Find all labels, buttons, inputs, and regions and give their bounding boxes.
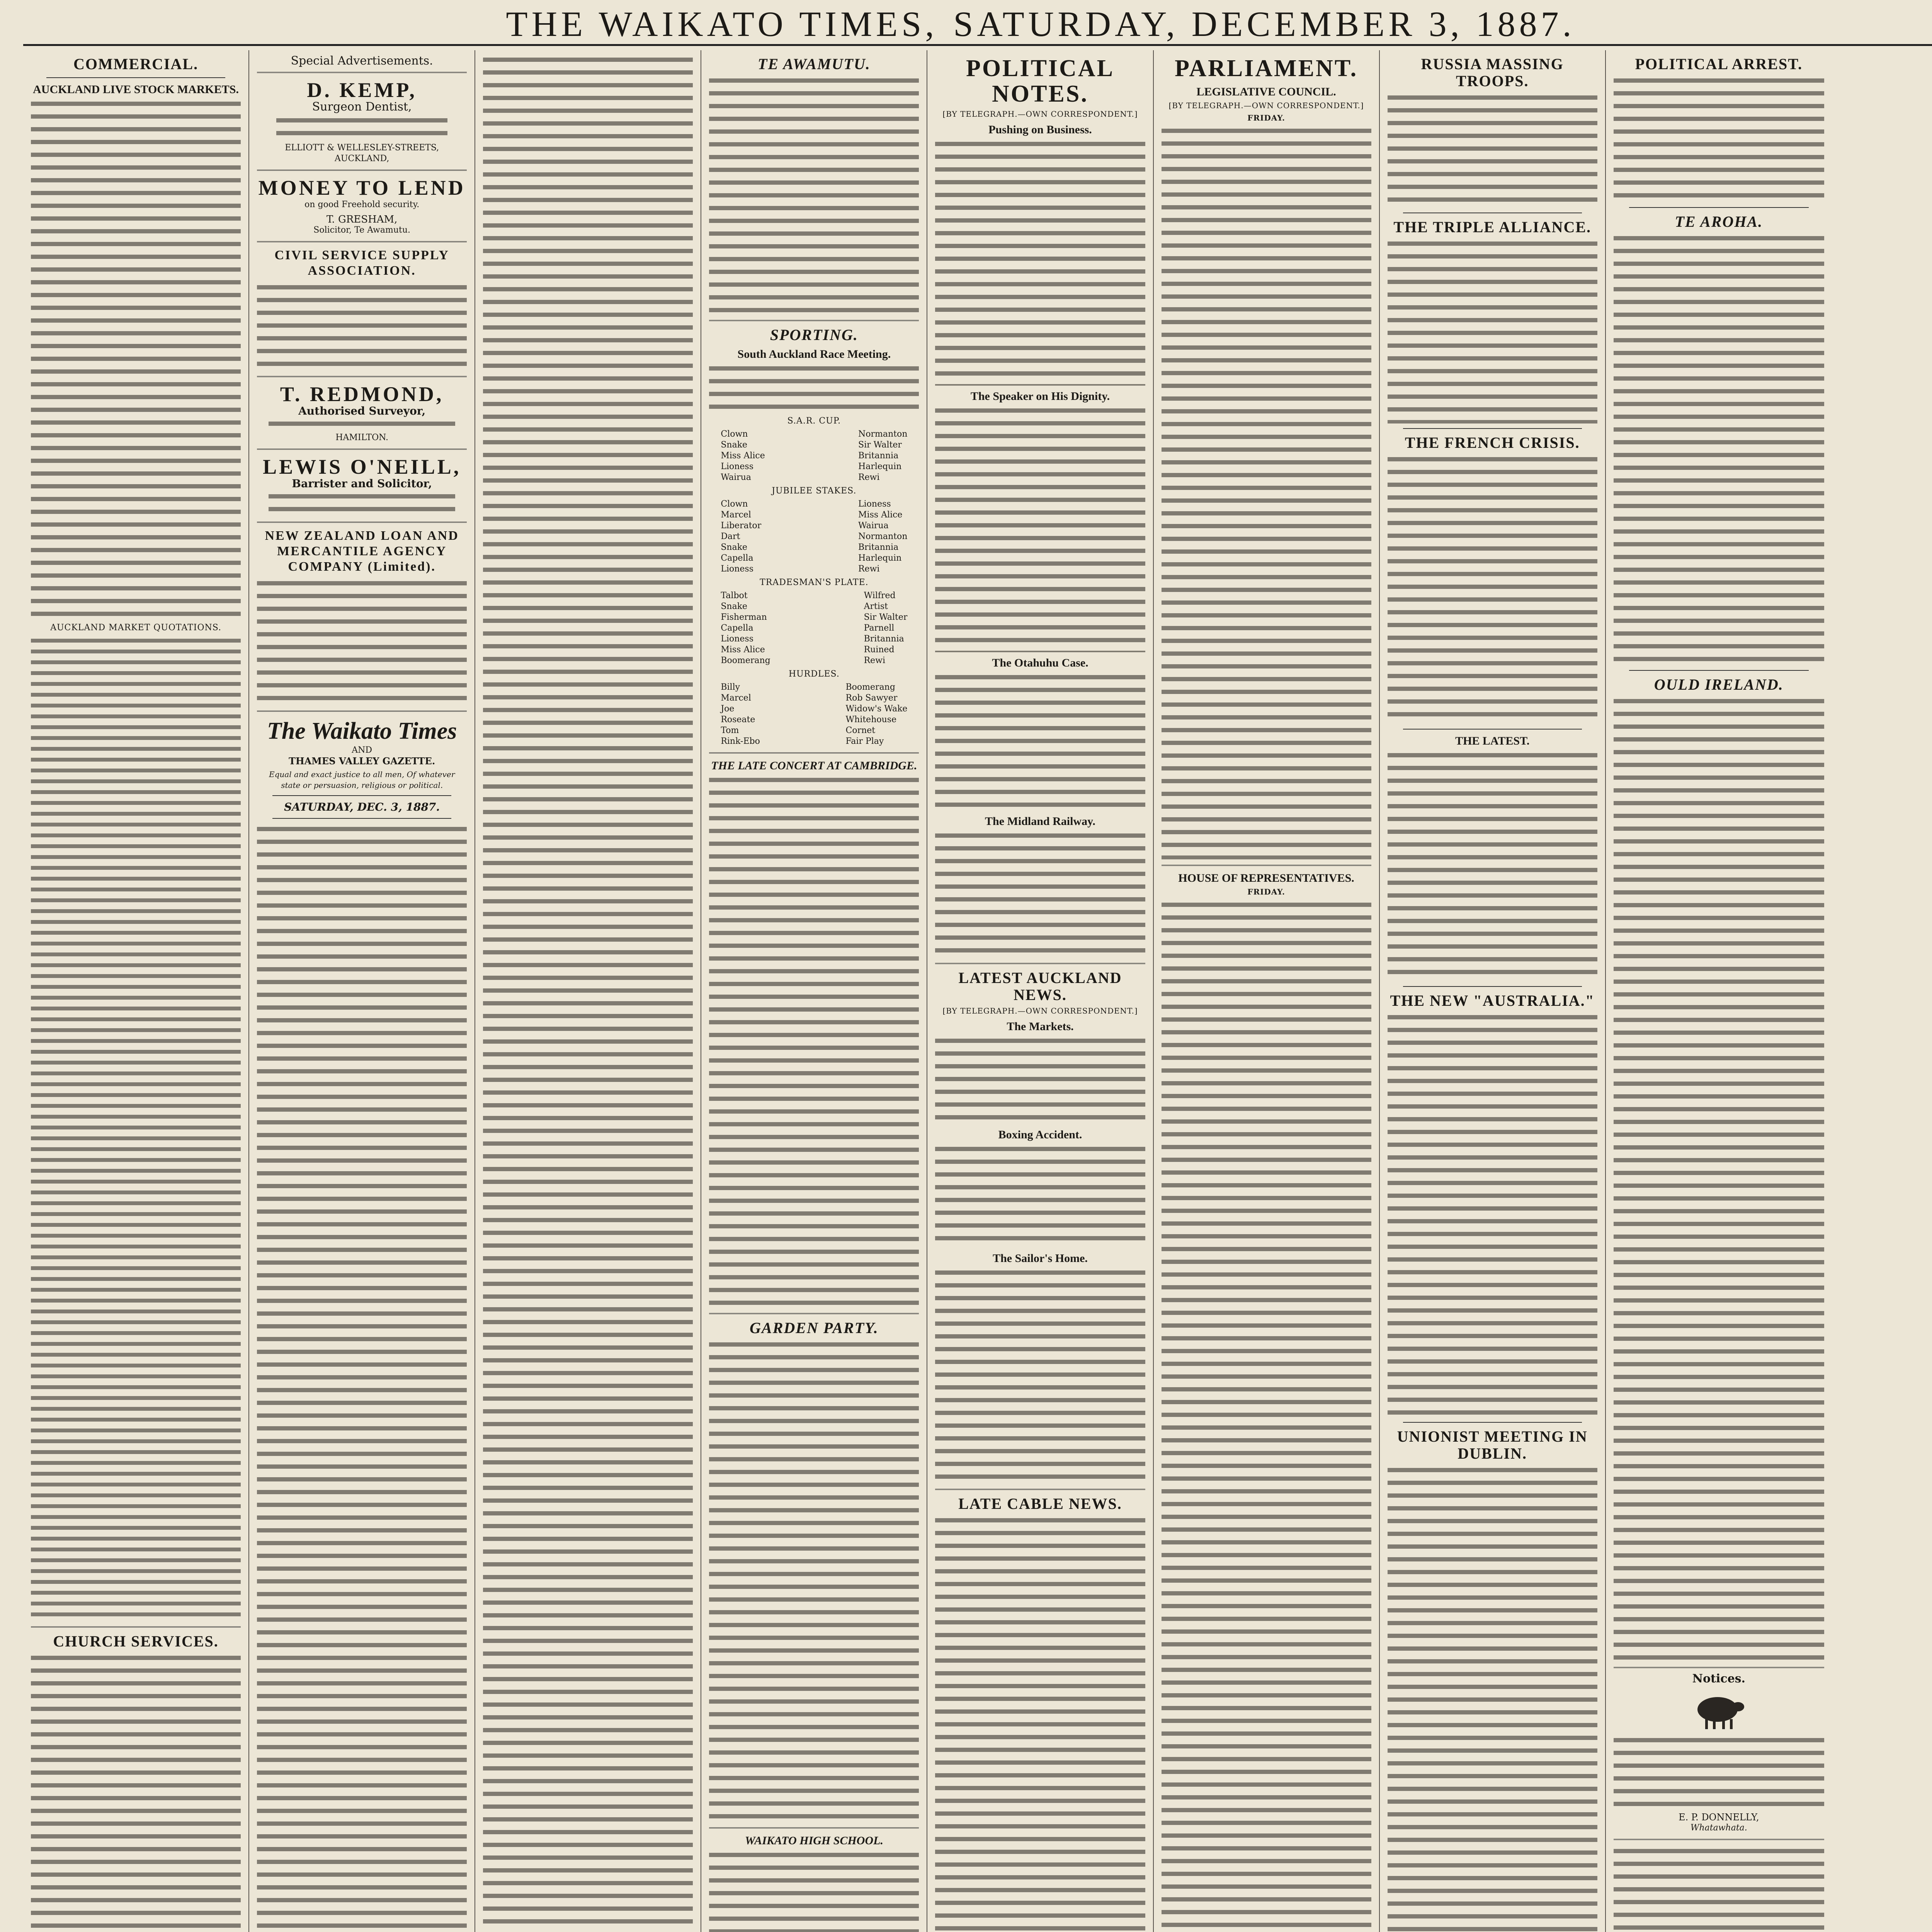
garden-heading: GARDEN PARTY. [750, 1319, 879, 1337]
concert-letter [709, 774, 919, 1308]
house-report [1162, 899, 1371, 1932]
masthead [23, 4, 1932, 46]
tradesman-left: Talbot Snake Fisherman Capella Lioness Miss Alice Boomerang [721, 591, 770, 665]
new-australia-heading: THE NEW "AUSTRALIA." [1390, 992, 1595, 1009]
cable-news-heading: LATE CABLE NEWS. [958, 1495, 1122, 1512]
french-crisis-heading: THE FRENCH CRISIS. [1405, 434, 1580, 451]
kemp-title: Surgeon Dentist, [312, 100, 412, 114]
hurdles-right: Boomerang Rob Sawyer Widow's Wake Whitehouse Cornet Fair Play [845, 682, 908, 746]
friday-label-2: FRIDAY. [1247, 887, 1285, 896]
cup-heading: S.A.R. CUP. [787, 416, 841, 426]
sheep-icon [1690, 1688, 1748, 1731]
markets-heading: The Markets. [1007, 1020, 1074, 1033]
russia-heading: RUSSIA MASSING TROOPS. [1421, 55, 1564, 90]
kemp-address: ELLIOTT & WELLESLEY-STREETS, AUCKLAND, [285, 143, 439, 163]
tradesman-right: Wilfred Artist Sir Walter Parnell Britannia Ruined Rewi [864, 591, 908, 665]
midland-heading: The Midland Railway. [985, 815, 1095, 828]
money-security: on good Freehold security. [304, 200, 420, 209]
jubilee-entries [709, 499, 919, 575]
latest-auckland-heading: LATEST AUCKLAND NEWS. [958, 969, 1122, 1003]
jubilee-left: Clown Marcel Liberator Dart Snake Capella Lioness [721, 499, 762, 574]
tradesman-entries [709, 590, 919, 666]
redmond-place: HAMILTON. [335, 433, 388, 442]
latest-heading: THE LATEST. [1455, 735, 1530, 747]
column-6: PARLIAMENT. LEGISLATIVE COUNCIL. [BY TELEGRAPH.—OWN CORRESPONDENT.] FRIDAY. HOUSE OF REPRESENTATIVES. FRIDAY. [1154, 50, 1380, 1932]
column-2 [249, 50, 475, 1932]
column-7 [1380, 50, 1606, 1932]
column-3 [475, 50, 701, 1932]
friday-label: FRIDAY. [1247, 113, 1285, 122]
jubilee-right: Lioness Miss Alice Wairua Normanton Britannia Harlequin Rewi [858, 499, 908, 574]
columns [23, 50, 1932, 1932]
political-arrest-heading: POLITICAL ARREST. [1635, 55, 1803, 73]
livestock-heading: AUCKLAND LIVE STOCK MARKETS. [33, 83, 239, 96]
highschool-heading: WAIKATO HIGH SCHOOL. [745, 1834, 883, 1847]
council-report [1162, 125, 1371, 859]
garden-report [709, 1339, 919, 1822]
hurdles-left: Billy Marcel Joe Roseate Tom Rink-Ebo [721, 682, 760, 746]
leader-date: SATURDAY, DEC. 3, 1887. [284, 801, 440, 813]
church-heading: CHURCH SERVICES. [53, 1633, 219, 1650]
te-aroha-heading: TE AROHA. [1675, 213, 1763, 230]
leader-continued [483, 54, 693, 1932]
issue-date: SATURDAY, DECEMBER 3, 1887. [953, 4, 1575, 44]
council-heading: LEGISLATIVE COUNCIL. [1196, 85, 1336, 98]
speaker-heading: The Speaker on His Dignity. [970, 390, 1110, 403]
paper-name: THE WAIKATO TIMES, [506, 4, 938, 44]
column-4 [701, 50, 927, 1932]
church-services [31, 1652, 241, 1932]
teawamutu-news [709, 75, 919, 315]
house-heading: HOUSE OF REPRESENTATIVES. [1178, 872, 1354, 884]
paper-motto: Equal and exact justice to all men, Of whatever state or persuasion, religious or political. [269, 770, 455, 790]
ould-ireland-heading: OULD IRELAND. [1654, 676, 1784, 693]
parliament-heading: PARLIAMENT. [1175, 55, 1358, 82]
pushing-heading: Pushing on Business. [988, 123, 1092, 136]
cup-right: Normanton Sir Walter Britannia Harlequin Rewi [858, 429, 908, 482]
jubilee-heading: JUBILEE STAKES. [772, 486, 857, 496]
sporting-heading: SPORTING. [770, 326, 858, 344]
paper-title: The Waikato Times [267, 718, 457, 744]
oneill-name: LEWIS O'NEILL, [263, 455, 461, 478]
livestock-report [31, 98, 241, 620]
concert-heading: THE LATE CONCERT AT CAMBRIDGE. [711, 759, 917, 772]
kemp-name: D. KEMP, [307, 78, 417, 102]
gresham-name: T. GRESHAM, [326, 214, 398, 225]
hurdles-entries [709, 682, 919, 747]
teawamutu-heading: TE AWAMUTU. [758, 55, 871, 73]
nzloan-ad: NEW ZEALAND LOAN AND MERCANTILE AGENCY COMPANY (Limited). [265, 529, 459, 574]
paper-gazette: THAMES VALLEY GAZETTE. [289, 755, 435, 767]
gresham-title: Solicitor, Te Awamutu. [313, 225, 411, 235]
cup-entries [709, 429, 919, 483]
oneill-title: Barrister and Solicitor, [292, 477, 432, 490]
leader-article [257, 823, 467, 1932]
special-ads-heading: Special Advertisements. [291, 54, 433, 68]
race-meeting-heading: South Auckland Race Meeting. [737, 348, 891, 361]
unionist-heading: UNIONIST MEETING IN DUBLIN. [1397, 1428, 1588, 1462]
donnelly-place: Whatawhata. [1690, 1823, 1747, 1833]
notices-heading: Notices. [1692, 1672, 1745, 1685]
hurdles-heading: HURDLES. [788, 669, 840, 679]
highschool-letter [709, 1849, 919, 1932]
civil-service-ad: CIVIL SERVICE SUPPLY ASSOCIATION. [274, 248, 449, 278]
market-heading: AUCKLAND MARKET QUOTATIONS. [50, 623, 222, 633]
redmond-title: Authorised Surveyor, [298, 405, 426, 417]
market-quotations [31, 636, 241, 1621]
political-notes-heading: POLITICAL NOTES. [966, 55, 1114, 107]
sailors-heading: The Sailor's Home. [993, 1252, 1088, 1265]
triple-alliance-heading: THE TRIPLE ALLIANCE. [1393, 218, 1592, 236]
redmond-name: T. REDMOND, [280, 383, 444, 406]
paper-and: AND [352, 745, 372, 755]
boxing-heading: Boxing Accident. [998, 1128, 1082, 1141]
column-8 [1606, 50, 1832, 1932]
cup-left: Clown Snake Miss Alice Lioness Wairua [721, 429, 765, 482]
column-1 [23, 50, 249, 1932]
telegraph-note: [BY TELEGRAPH.—OWN CORRESPONDENT.] [942, 109, 1138, 119]
commercial-heading: COMMERCIAL. [73, 55, 199, 73]
otahuhu-heading: The Otahuhu Case. [992, 656, 1088, 669]
column-5: POLITICAL NOTES. [BY TELEGRAPH.—OWN CORRESPONDENT.] Pushing on Business. The Speaker on His Dignity. The Otahuhu Case. The Midland Railway. LATEST AUCKLAND NEWS. [BY TELEGRAPH.—OWN CORRESPONDENT.] The Markets. Boxing Accident. The Sailor's Home. LATE CABLE NEWS. [927, 50, 1153, 1932]
money-to-lend: MONEY TO LEND [258, 176, 466, 199]
donnelly-name: E. P. DONNELLY, [1679, 1812, 1759, 1823]
tradesman-heading: TRADESMAN'S PLATE. [760, 578, 869, 587]
